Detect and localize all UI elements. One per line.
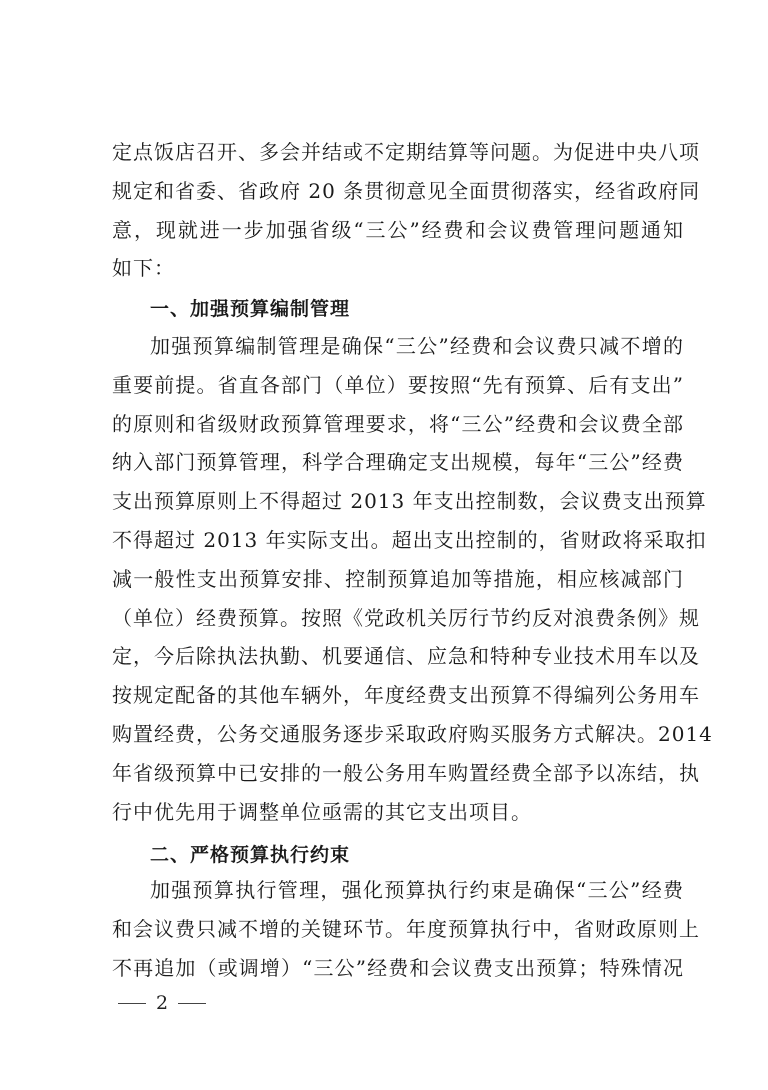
para-1-line-13: 行中优先用于调整单位亟需的其它支出项目。 [112, 799, 532, 824]
intro-line-4: 如下： [112, 256, 175, 281]
para-2-line-3: 不再追加（或调增）“三公”经费和会议费支出预算；特殊情况 [112, 955, 684, 980]
section-1-paragraph [112, 327, 713, 831]
para-2-line-1: 加强预算执行管理，强化预算执行约束是确保“三公”经费 [150, 878, 684, 902]
section-heading-1: 一、加强预算编制管理 [150, 298, 351, 320]
para-1-line-8: （单位）经费预算。按照《党政机关厉行节约反对浪费条例》规 [112, 605, 700, 630]
para-1-line-3: 的原则和省级财政预算管理要求，将“三公”经费和会议费全部 [112, 411, 684, 436]
para-1-line-7: 减一般性支出预算安排、控制预算追加等措施，相应核减部门 [112, 566, 684, 591]
para-1-line-10: 按规定配备的其他车辆外，年度经费支出预算不得编列公务用车 [112, 683, 700, 708]
para-1-line-4: 纳入部门预算管理，科学合理确定支出规模，每年“三公”经费 [112, 450, 684, 475]
para-2-line-2: 和会议费只减不增的关键环节。年度预算执行中，省财政原则上 [112, 916, 700, 941]
footer-dash-right [178, 1003, 206, 1004]
para-1-line-2: 重要前提。省直各部门（单位）要按照“先有预算、后有支出” [112, 372, 684, 397]
footer-dash-left [118, 1003, 146, 1004]
section-heading-2: 二、严格预算执行约束 [150, 844, 351, 866]
para-1-line-9: 定，今后除执法执勤、机要通信、应急和特种专业技术用车以及 [112, 644, 700, 669]
intro-line-1: 定点饭店召开、多会并结或不定期结算等问题。为促进中央八项 [112, 140, 700, 164]
para-1-line-6: 不得超过 2013 年实际支出。超出支出控制的，省财政将采取扣 [112, 527, 707, 552]
intro-line-2: 规定和省委、省政府 20 条贯彻意见全面贯彻落实，经省政府同 [112, 178, 701, 203]
intro-line-3: 意，现就进一步加强省级“三公”经费和会议费管理问题通知 [112, 217, 684, 242]
section-2-paragraph [112, 871, 700, 987]
page-number: 2 [156, 992, 169, 1014]
page-footer [118, 992, 206, 1014]
para-1-line-11: 购置经费，公务交通服务逐步采取政府购买服务方式解决。2014 [112, 721, 713, 746]
para-1-line-1: 加强预算编制管理是确保“三公”经费和会议费只减不增的 [150, 334, 684, 358]
intro-paragraph [112, 133, 701, 288]
para-1-line-12: 年省级预算中已安排的一般公务用车购置经费全部予以冻结，执 [112, 760, 700, 785]
para-1-line-5: 支出预算原则上不得超过 2013 年支出控制数，会议费支出预算 [112, 489, 707, 514]
